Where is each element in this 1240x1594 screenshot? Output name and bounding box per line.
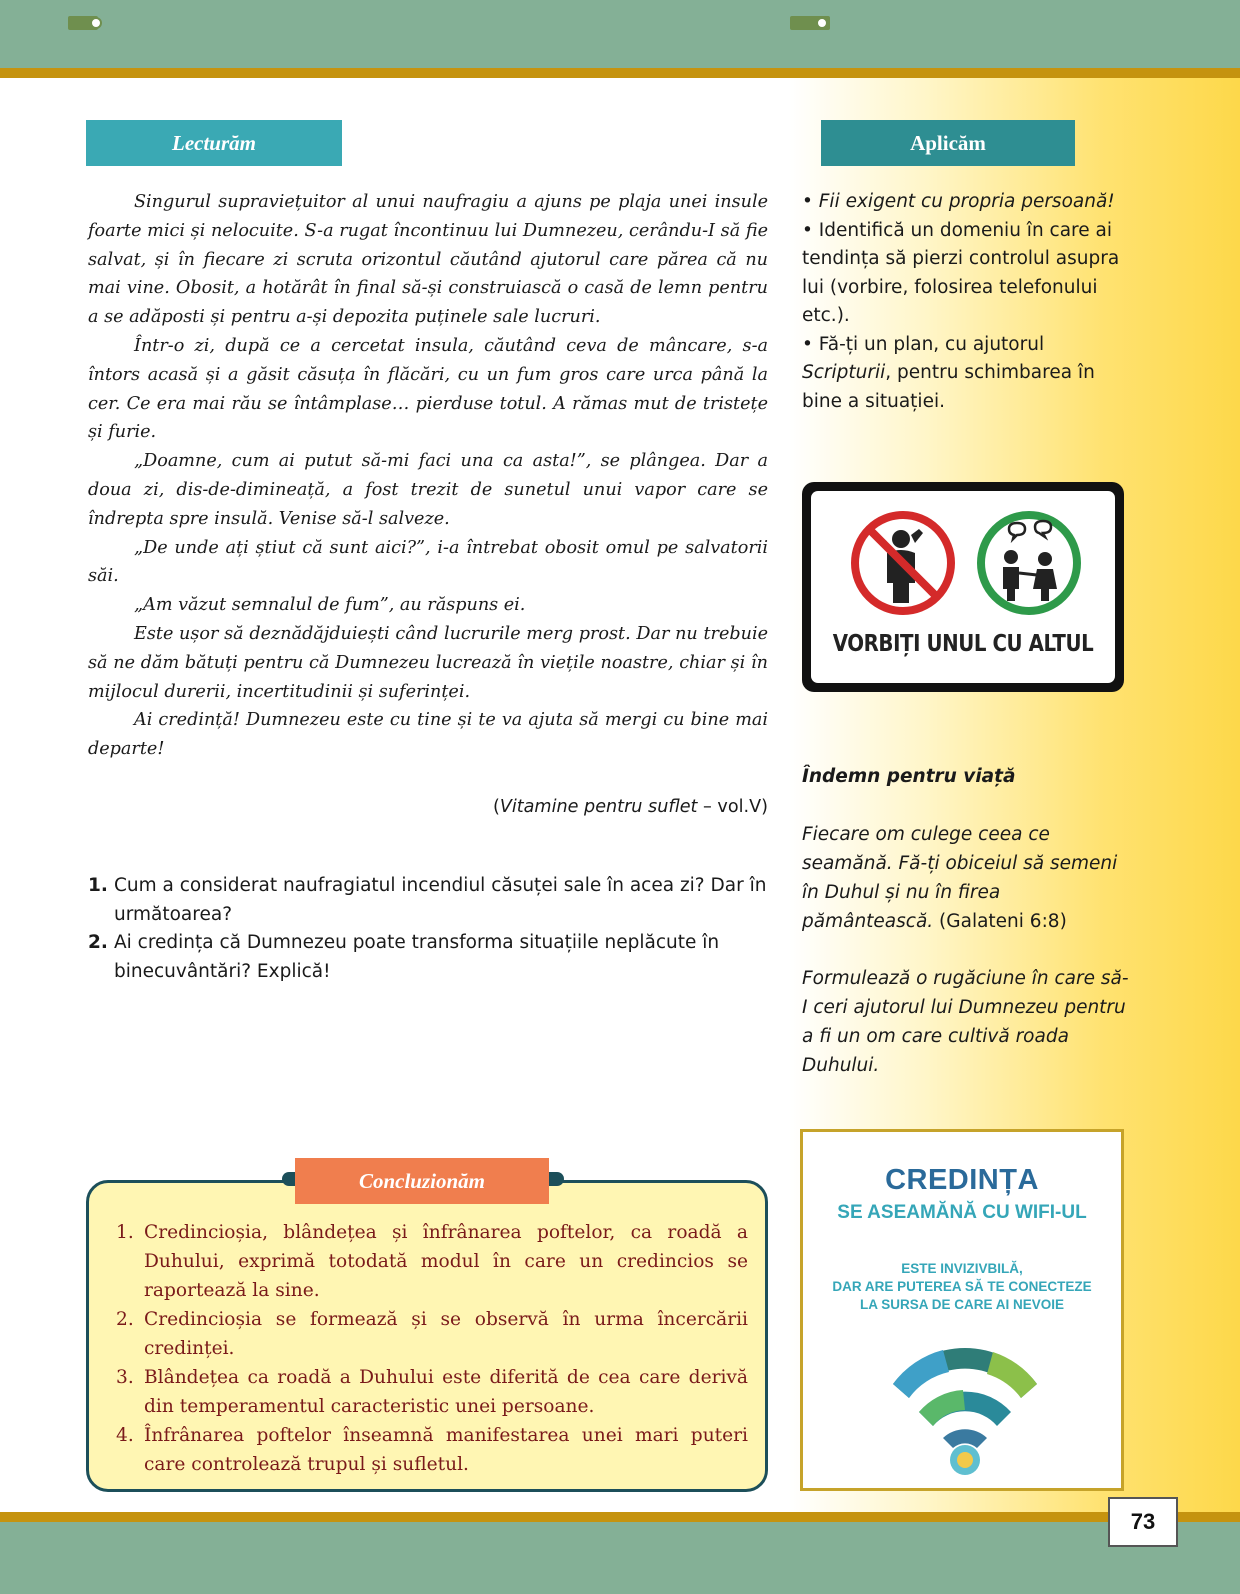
conclusion-number: 1. — [116, 1222, 134, 1243]
conclusion-list — [116, 1218, 748, 1479]
story-paragraph: Este ușor să deznădăjduiești când lucrurile merg prost. Dar nu trebuie să ne dăm bătuți pentru că Dumnezeu lucrează în viețile noastre, chiar și în mijlocul durerii, incertitudinii și suferinței. — [88, 623, 768, 702]
story-paragraph: „Am văzut semnalul de fum”, au răspuns ei. — [134, 595, 526, 616]
story-paragraph: Singurul supraviețuitor al unui naufragiu a ajuns pe plaja unei insule foarte mici și nelocuite. S-a rugat încontinuu lui Dumnezeu, cerându-I să fie salvat, și în fiecare zi scruta orizontul căutând ajutorul care părea că nu mai vine. Obosit, a hotărât în final să-și construiască o casă de lemn pentru a se adăposti și pentru a-și depozita puținele sale lucruri. — [88, 192, 768, 328]
source-title: Vitamine pentru suflet — [499, 797, 698, 817]
conclusion-number: 3. — [116, 1367, 134, 1388]
sign-caption: VORBIȚI UNUL CU ALTUL — [832, 631, 1094, 657]
no-phone-call-icon — [849, 509, 957, 617]
wifi-description: ESTE INVIZIVBILĂ, DAR ARE PUTEREA SĂ TE CONECTEZE LA SURSA DE CARE AI NEVOIE — [832, 1261, 1092, 1312]
aplicam-heading: Aplicăm — [821, 120, 1075, 166]
wifi-faith-box — [800, 1129, 1124, 1491]
story-source: (Vitamine pentru suflet – vol.V) — [492, 797, 768, 817]
lecturam-tab-dot — [90, 17, 102, 29]
question-item — [88, 872, 778, 929]
lecturam-heading: Lecturăm — [86, 120, 342, 166]
conclusion-number: 2. — [116, 1309, 134, 1330]
people-talking-icon — [975, 509, 1083, 617]
talk-sign-panel — [811, 491, 1115, 683]
aplicam-tab-dot — [816, 17, 828, 29]
wifi-icon — [883, 1332, 1047, 1478]
questions-list — [88, 872, 778, 986]
talk-sign — [802, 482, 1124, 692]
question-text: Cum a considerat naufragiatul incendiul căsuței sale în acea zi? Dar în următoarea? — [114, 875, 767, 925]
page-number: 73 — [1108, 1497, 1178, 1547]
story-paragraph: Ai credință! Dumnezeu este cu tine și te va ajuta să mergi cu bine mai departe! — [88, 710, 768, 760]
wifi-title: CREDINȚA — [885, 1164, 1039, 1196]
top-band — [0, 0, 1240, 68]
indemn-quote: Fiecare om culege ceea ce seamănă. Fă-ți obiceiul să semeni în Duhul și nu în firea pământească. (Galateni 6:8) — [802, 824, 1118, 932]
conclusion-item — [116, 1421, 748, 1479]
bottom-band — [0, 1522, 1240, 1594]
concluzionam-heading: Concluzionăm — [295, 1158, 549, 1204]
aplicam-list — [802, 188, 1132, 416]
wifi-subtitle: SE ASEAMĂNĂ CU WIFI-UL — [837, 1202, 1087, 1223]
bible-reference: (Galateni 6:8) — [933, 911, 1067, 932]
conclusion-number: 4. — [116, 1425, 134, 1446]
story-paragraph: „De unde ați știut că sunt aici?”, i-a întrebat obosit omul pe salvatorii săi. — [88, 537, 768, 587]
conclusion-text: Credincioșia se formează și se observă în urma încercării credinței. — [144, 1309, 748, 1359]
story-paragraph: Într-o zi, după ce a cercetat insula, căutând ceva de mâncare, s-a întors acasă și a găsit căsuța în flăcări, cu un fum gros care urca până la cer. Ce era mai rău se întâmplase… pierduse totul. A rămas mut de tristețe și furie. — [88, 335, 768, 443]
story-paragraph: „Doamne, cum ai putut să-mi faci una ca asta!”, se plângea. Dar a doua zi, dis-de-dimineață, a fost trezit de sunetul unui vapor care se îndrepta spre insulă. Venise să-l salveze. — [88, 451, 768, 529]
conclusion-item — [116, 1363, 748, 1421]
aplicam-item: • Identifică un domeniu în care ai tendința să pierzi controlul asupra lui (vorbire, folosirea telefonului etc.). — [802, 219, 1120, 326]
conclusion-text: Blândețea ca roadă a Duhului este diferită de cea care derivă din temperamentul caracteristic unei persoane. — [144, 1367, 748, 1417]
story-text — [88, 188, 768, 764]
conclusion-item — [116, 1305, 748, 1363]
question-text: Ai credința că Dumnezeu poate transforma situațiile neplăcute în binecuvântări? Explică! — [114, 932, 720, 982]
bottom-gold-line — [0, 1512, 1240, 1522]
aplicam-item: • Fă-ți un plan, cu ajutorul Scripturii, pentru schimbarea în bine a situației. — [802, 333, 1095, 412]
aplicam-item: • Fii exigent cu propria persoană! — [802, 191, 1115, 212]
conclusion-item — [116, 1218, 748, 1305]
top-gold-line — [0, 68, 1240, 78]
question-item — [88, 929, 778, 986]
question-number: 2. — [88, 932, 108, 953]
conclusion-text: Înfrânarea poftelor înseamnă manifestarea unei mari puteri care controlează trupul și sufletul. — [144, 1425, 748, 1475]
indemn-title: Îndemn pentru viață — [802, 766, 1016, 787]
prayer-task: Formulează o rugăciune în care să-I ceri ajutorul lui Dumnezeu pentru a fi un om care cultivă roada Duhului. — [802, 968, 1129, 1076]
conclusion-text: Credincioșia, blândețea și înfrânarea poftelor, ca roadă a Duhului, exprimă totodată modul în care un credincios se raportează la sine. — [144, 1222, 748, 1301]
question-number: 1. — [88, 875, 108, 896]
